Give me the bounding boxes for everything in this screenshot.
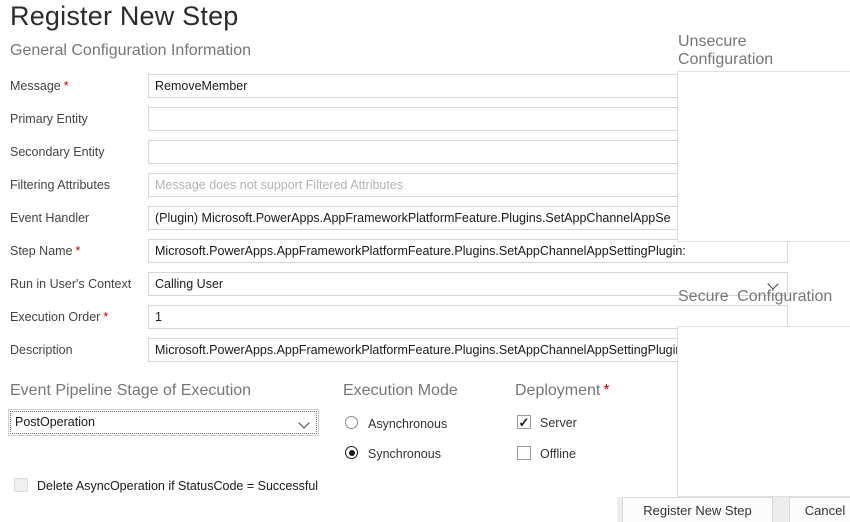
field-row-step-name: [10, 239, 650, 263]
primary-entity-label: Primary Entity: [10, 112, 88, 126]
checkbox-icon[interactable]: [517, 415, 531, 429]
secure-configuration-heading: Secure Configuration: [678, 288, 833, 305]
step-name-input[interactable]: [148, 239, 788, 263]
run-in-users-context-label: Run in User's Context: [10, 277, 132, 291]
pipeline-stage-value: PostOperation: [15, 415, 95, 429]
checkbox-icon[interactable]: [14, 478, 28, 492]
field-row-execution-order: [10, 305, 650, 329]
pipeline-section-heading: Event Pipeline Stage of Execution: [10, 382, 252, 399]
pipeline-stage-select[interactable]: [8, 409, 319, 436]
field-row-primary-entity: [10, 107, 650, 131]
radio-icon[interactable]: [345, 446, 358, 459]
chevron-down-icon: [298, 417, 309, 428]
event-handler-value: (Plugin) Microsoft.PowerApps.AppFrameworkPlatformFeature.Plugins.SetAppChannelAppSe: [155, 211, 671, 225]
page-title: Register New Step: [10, 1, 239, 31]
checkbox-offline-label: Offline: [540, 447, 576, 461]
checkbox-delete-asyncoperation[interactable]: [14, 478, 354, 494]
register-new-step-button[interactable]: Register New Step: [622, 497, 773, 522]
required-asterisk: *: [603, 382, 610, 399]
execution-mode-heading: Execution Mode: [343, 382, 458, 399]
description-label: Description: [10, 343, 73, 357]
deployment-heading: Deployment *: [515, 382, 610, 399]
secondary-entity-label: Secondary Entity: [10, 145, 105, 159]
unsecure-configuration-textarea[interactable]: [677, 71, 850, 242]
checkbox-delete-asyncoperation-label: Delete AsyncOperation if StatusCode = Successful: [37, 479, 319, 493]
execution-order-label: Execution Order *: [10, 310, 109, 324]
event-handler-label: Event Handler: [10, 211, 90, 225]
run-in-users-context-value: Calling User: [155, 277, 224, 291]
radio-asynchronous[interactable]: [345, 416, 515, 432]
step-name-label: Step Name *: [10, 244, 81, 258]
checkbox-offline[interactable]: [517, 446, 637, 462]
checkbox-server[interactable]: [517, 415, 637, 431]
radio-icon[interactable]: [345, 416, 358, 429]
required-asterisk: *: [63, 79, 69, 93]
checkbox-server-label: Server: [540, 416, 577, 430]
field-row-description: [10, 338, 650, 362]
field-row-secondary-entity: [10, 140, 650, 164]
general-section-heading: General Configuration Information: [10, 42, 252, 59]
cancel-button[interactable]: Cancel: [789, 497, 850, 522]
radio-synchronous-label: Synchronous: [368, 447, 441, 461]
field-row-filtering-attributes: [10, 173, 650, 197]
filtering-attributes-label: Filtering Attributes: [10, 178, 111, 192]
message-label: Message *: [10, 79, 69, 93]
radio-synchronous[interactable]: [345, 446, 515, 462]
unsecure-configuration-heading: Unsecure Configuration: [678, 33, 774, 68]
required-asterisk: *: [103, 310, 109, 324]
field-row-message: [10, 74, 650, 98]
field-row-run-in-users-context: [10, 272, 650, 296]
radio-asynchronous-label: Asynchronous: [368, 417, 448, 431]
checkbox-icon[interactable]: [517, 446, 531, 460]
field-row-event-handler: [10, 206, 671, 230]
secure-configuration-textarea[interactable]: [677, 326, 850, 497]
required-asterisk: *: [75, 244, 81, 258]
